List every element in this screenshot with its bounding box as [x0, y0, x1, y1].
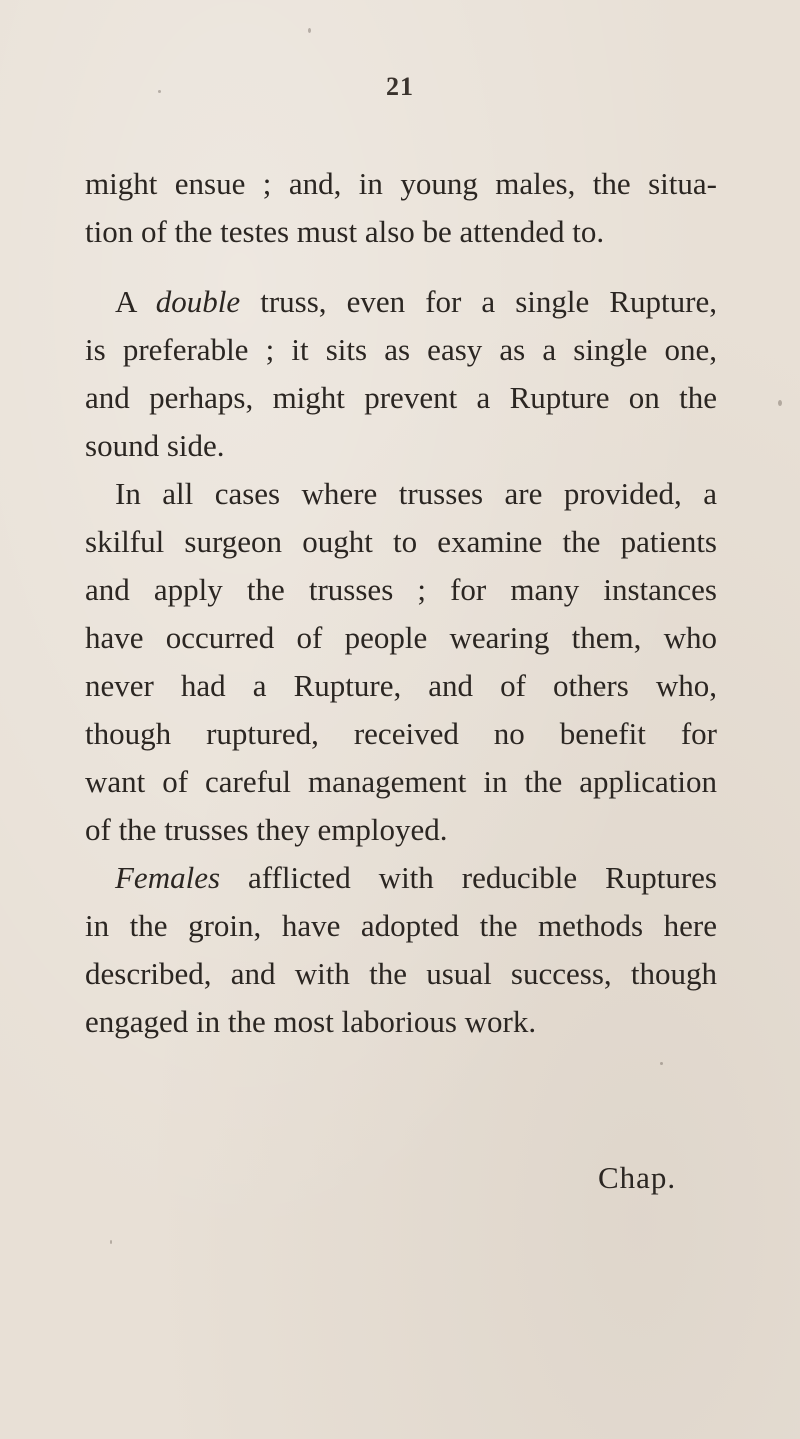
paper-speck — [308, 28, 311, 33]
page-number: 21 — [386, 72, 414, 101]
text-line: tion of the testes must also be attended to. — [85, 214, 605, 249]
text-line: of the trusses they employed. — [85, 812, 448, 847]
paragraph-1 — [85, 160, 717, 256]
text-line: and apply the trusses ; for many instances — [85, 572, 717, 607]
text-line: might ensue ; and, in young males, the situa- — [85, 166, 717, 201]
paper-speck — [660, 1062, 663, 1065]
text-fragment: afflicted with reducible Ruptures — [220, 860, 717, 895]
italic-word: double — [155, 284, 241, 319]
text-fragment: truss, even for a single Rupture, — [240, 284, 717, 319]
paragraph-3 — [85, 470, 717, 854]
paper-speck — [110, 1240, 112, 1244]
paper-speck — [600, 690, 603, 693]
text-line-with-italic — [85, 278, 717, 326]
text-line: skilful surgeon ought to examine the patients — [85, 524, 717, 559]
text-line: sound side. — [85, 428, 225, 463]
text-line: never had a Rupture, and of others who, — [85, 668, 717, 703]
text-line: want of careful management in the application — [85, 764, 717, 799]
text-line: in the groin, have adopted the methods here — [85, 908, 717, 943]
text-line: and perhaps, might prevent a Rupture on the — [85, 380, 717, 415]
text-line: though ruptured, received no benefit for — [85, 716, 717, 751]
text-line: have occurred of people wearing them, who — [85, 620, 717, 655]
italic-word: Females — [115, 860, 221, 895]
text-line: is preferable ; it sits as easy as a single one, — [85, 332, 717, 367]
paragraph-2 — [85, 278, 717, 470]
text-line-with-italic — [85, 854, 717, 902]
text-fragment: A — [115, 284, 156, 319]
paragraph-4 — [85, 854, 717, 1046]
text-line: described, and with the usual success, though — [85, 956, 717, 991]
paper-speck — [778, 400, 782, 406]
text-line: In all cases where trusses are provided, a — [115, 476, 717, 511]
paper-speck — [158, 90, 161, 93]
catchword: Chap. — [598, 1160, 677, 1195]
text-line: engaged in the most laborious work. — [85, 1004, 537, 1039]
